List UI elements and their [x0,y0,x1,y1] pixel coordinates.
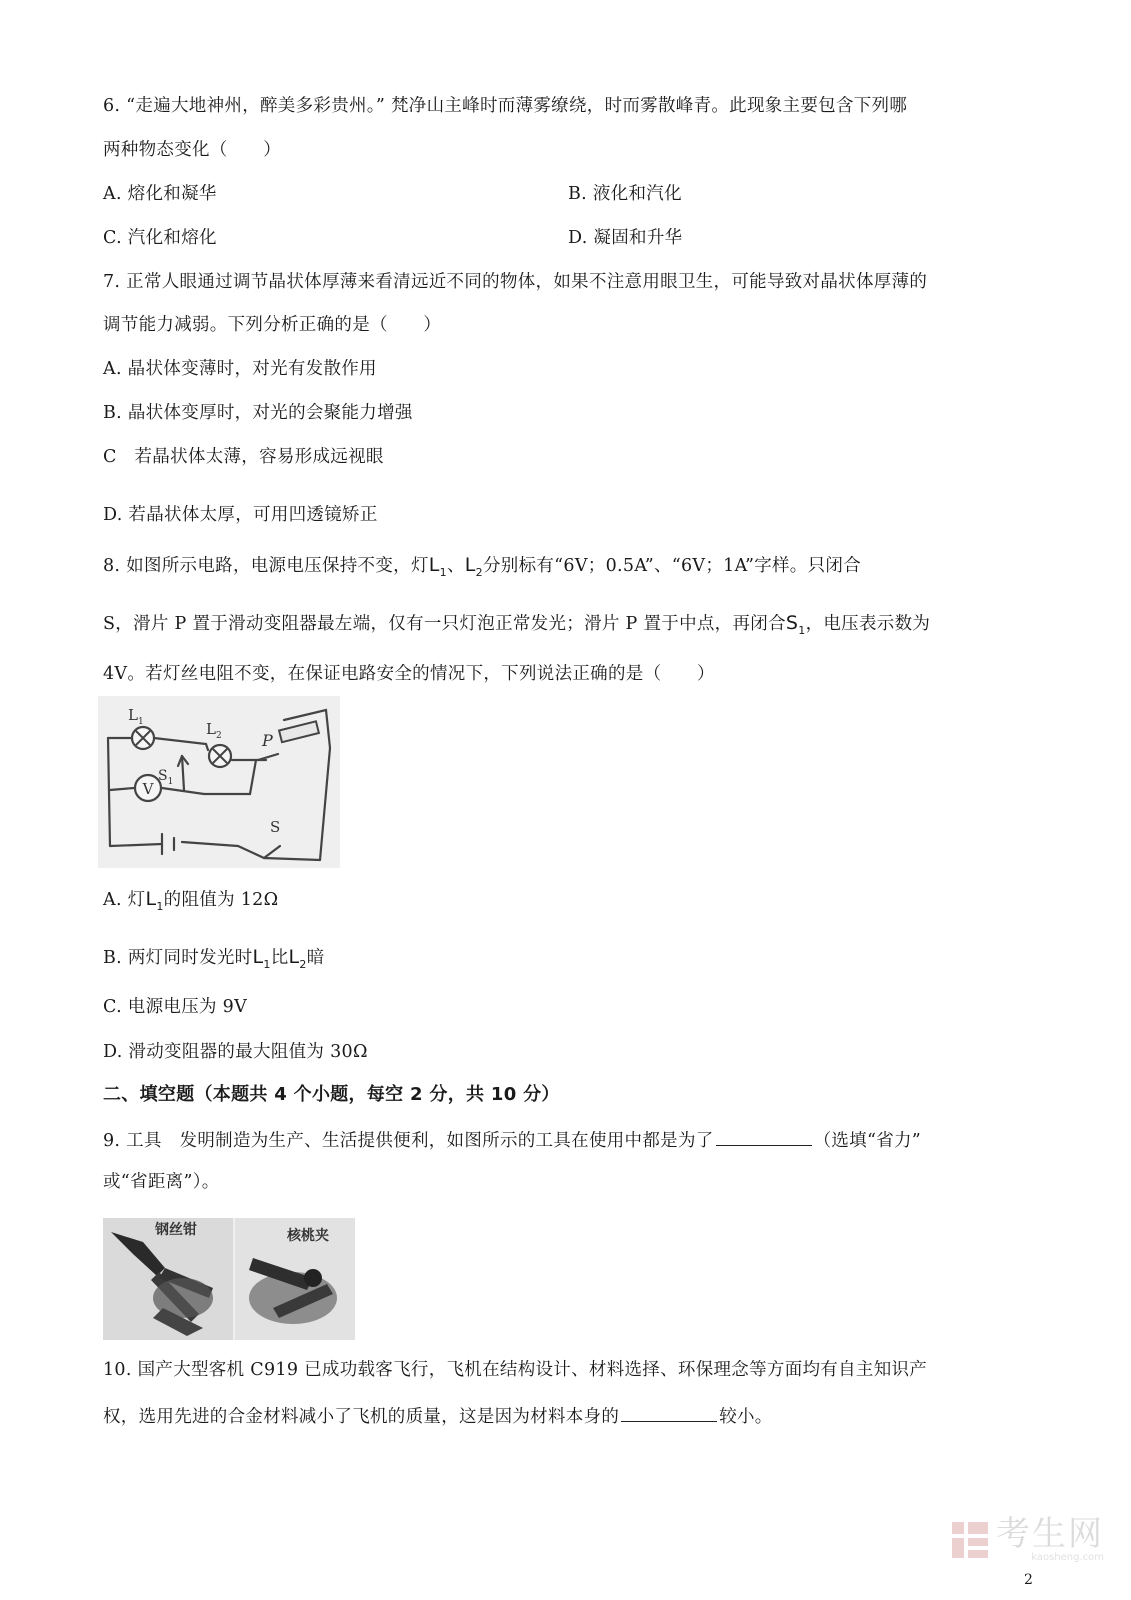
answer-blank[interactable] [716,1127,812,1146]
q7-stem-line1: 7. 正常人眼通过调节晶状体厚薄来看清远近不同的物体，如果不注意用眼卫生，可能导致对晶状体厚薄的 [103,272,928,292]
l1-label: $L_1$ [128,706,144,727]
q8-stem-text: 8. 如图所示电路，电源电压保持不变，灯 [103,556,429,576]
q8-option-b: B. 两灯同时发光时$L_1$比$L_2$暗 [103,946,325,971]
q7-option-b: B. 晶状体变厚时，对光的会聚能力增强 [103,403,413,423]
q8-stem-text: S，滑片 P 置于滑动变阻器最左端，仅有一只灯泡正常发光；滑片 P 置于中点，再闭合 [103,614,786,634]
s1-label: $S_1$ [158,768,174,787]
q8-option-a: A. 灯$L_1$的阻值为 12Ω [103,888,279,913]
lamp-l2-symbol: $L_2$ [464,554,483,579]
slider-p-label: P [262,731,273,750]
q9-stem-line1: 9. 工具 发明制造为生产、生活提供便利，如图所示的工具在使用中都是为了 （选填“省力” [103,1127,921,1153]
q7-option-d: D. 若晶状体太厚，可用凹透镜矫正 [103,505,378,525]
q8-stem-line2 [103,611,930,643]
q6-option-d: D. 凝固和升华 [568,228,683,248]
q6-option-a: A. 熔化和凝华 [103,184,217,204]
q8-stem-text: 分别标有“6V；0.5A”、“6V；1A”字样。只闭合 [482,556,862,576]
q8-option-d: D. 滑动变阻器的最大阻值为 30Ω [103,1042,368,1062]
page-number: 2 [1024,1572,1033,1588]
tools-photo [103,1218,355,1340]
answer-blank[interactable] [621,1403,717,1422]
switch-s1-symbol: $S_1$ [785,612,806,637]
q6-option-b: B. 液化和汽化 [568,184,682,204]
q7-option-c: C 若晶状体太薄，容易形成远视眼 [103,447,384,467]
q8-stem-text: ，电压表示数为 [805,614,931,634]
pliers-caption: 钢丝钳 [155,1222,197,1238]
q10-stem-line1: 10. 国产大型客机 C919 已成功载客飞行，飞机在结构设计、材料选择、环保理念等方面均有自主知识产 [103,1360,928,1380]
lamp-l1-icon [132,727,154,749]
nutcracker-caption: 核桃夹 [287,1228,329,1244]
separator: 、 [446,556,465,576]
watermark [950,1516,1104,1563]
watermark-logo-icon [950,1520,990,1560]
lamp-l1-symbol: $L_1$ [145,888,164,913]
l2-label: $L_2$ [206,720,222,741]
circuit-diagram [98,696,340,868]
q6-stem-line2: 两种物态变化（ ） [103,140,281,160]
lamp-l1-symbol: $L_1$ [252,946,271,971]
section-heading: 二、填空题（本题共 4 个小题，每空 2 分，共 10 分） [103,1084,560,1105]
q10-stem-line2: 权，选用先进的合金材料减小了飞机的质量，这是因为材料本身的 较小。 [103,1403,773,1429]
voltmeter-label: V [142,780,154,798]
q8-option-c: C. 电源电压为 9V [103,997,248,1017]
s-label: S [270,818,281,836]
q9-stem-line2: 或“省距离”）。 [103,1172,220,1192]
q7-option-a: A. 晶状体变薄时，对光有发散作用 [103,359,377,379]
lamp-l1-symbol: $L_1$ [428,554,447,579]
q6-stem-line1: 6. “走遍大地神州，醉美多彩贵州。” 梵净山主峰时而薄雾缭绕，时而雾散峰青。此现象主要包含下列哪 [103,96,908,116]
lamp-l2-icon [209,745,231,767]
q6-option-c: C. 汽化和熔化 [103,228,217,248]
q8-stem-line1 [103,553,861,585]
watermark-text: 考生网 [996,1514,1104,1554]
lamp-l2-symbol: $L_2$ [288,946,307,971]
q8-stem-line3: 4V。若灯丝电阻不变，在保证电路安全的情况下，下列说法正确的是（ ） [103,664,715,684]
watermark-url: kaosheng.com [1031,1552,1104,1563]
q7-stem-line2: 调节能力减弱。下列分析正确的是（ ） [103,315,442,335]
